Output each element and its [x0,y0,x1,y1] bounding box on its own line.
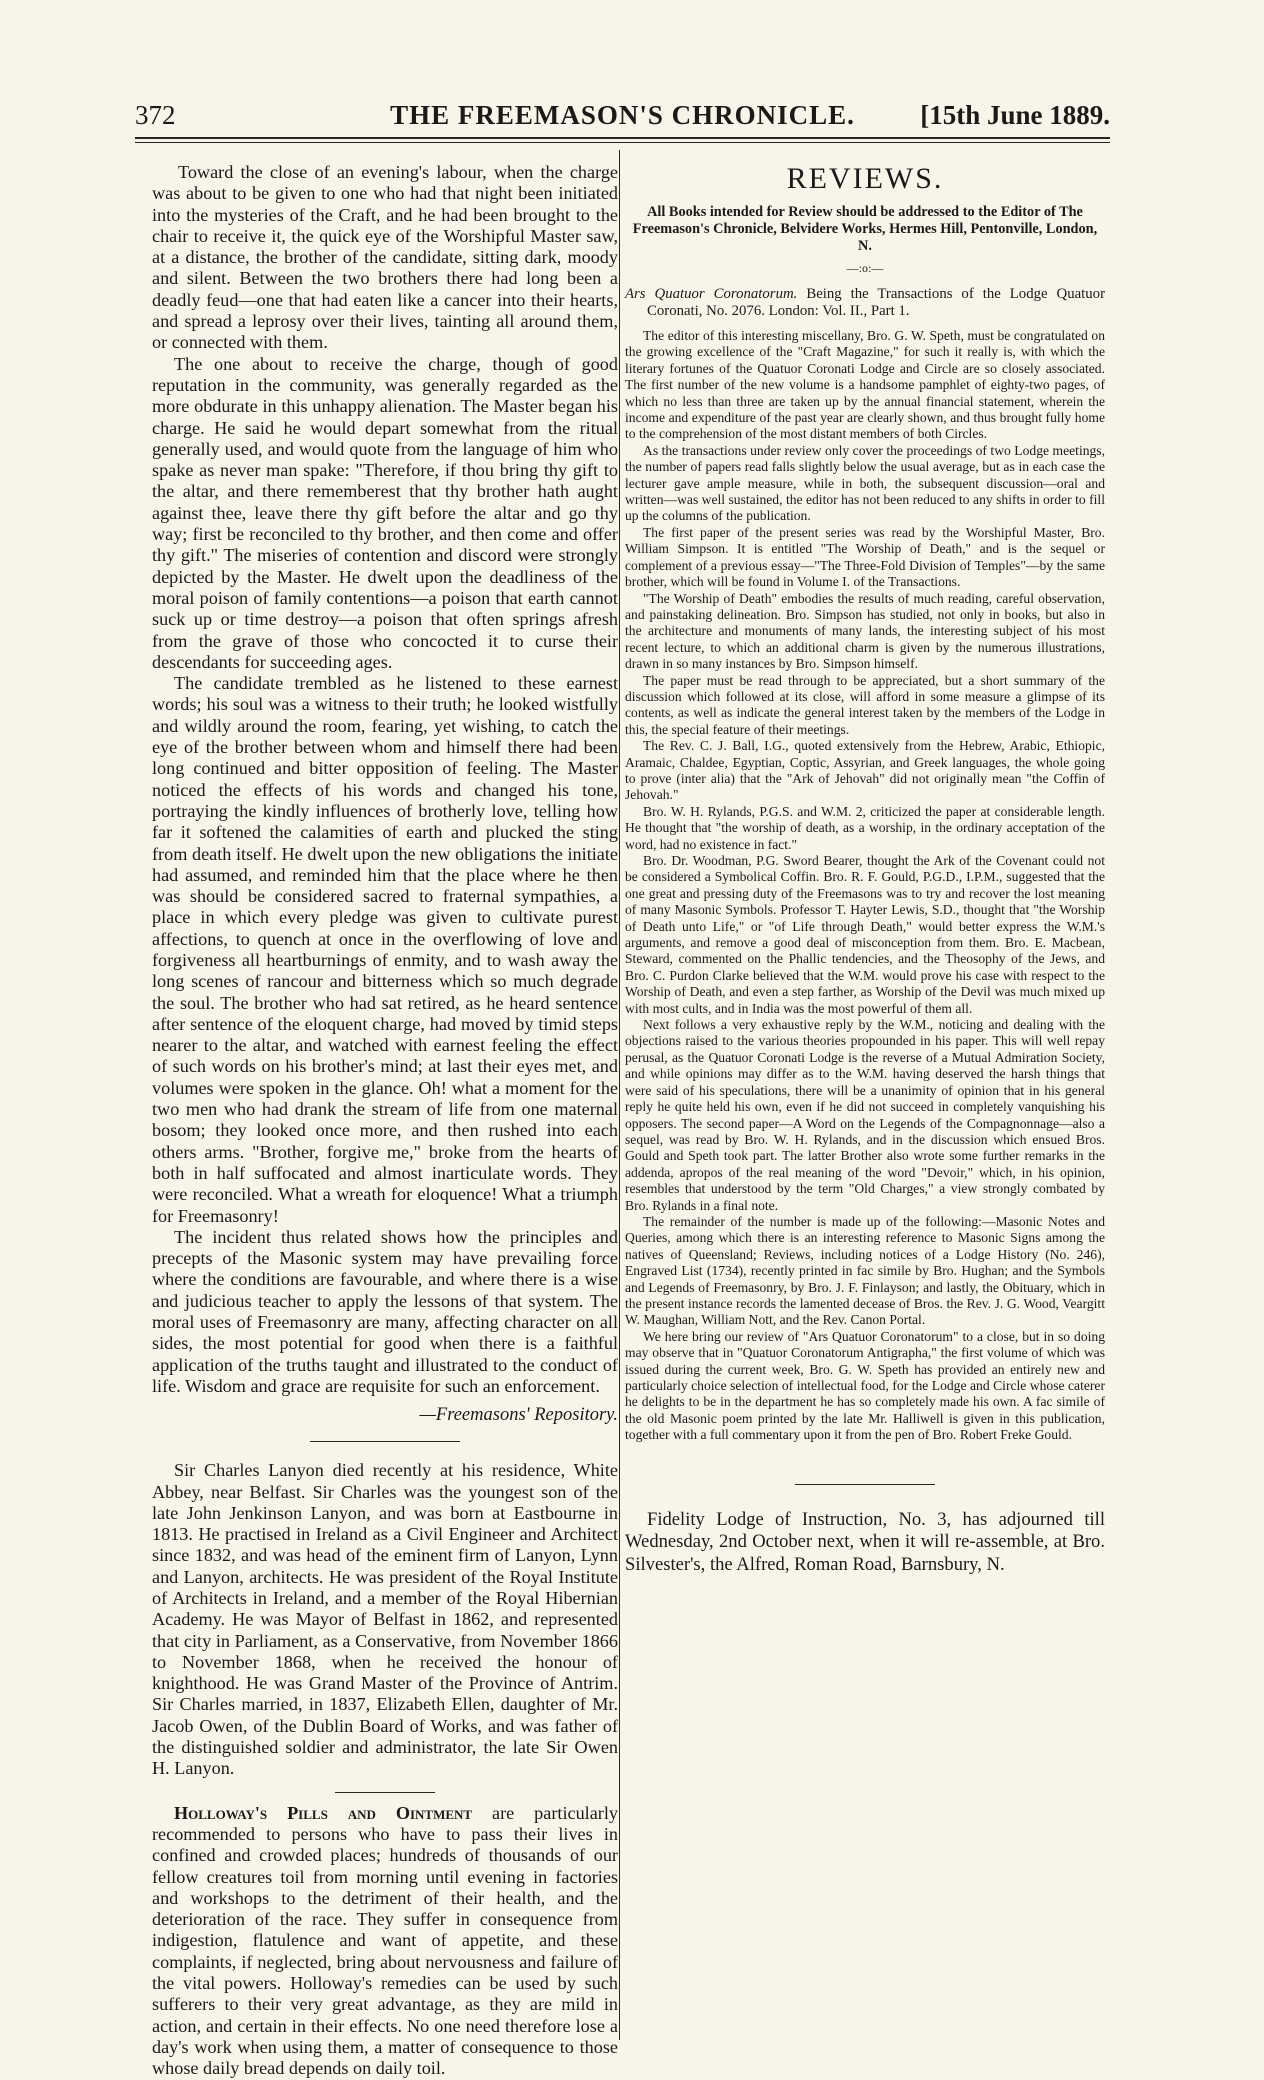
book-title: Ars Quatuor Coronatorum. [625,286,798,302]
review-paragraph: Bro. Dr. Woodman, P.G. Sword Bearer, thought the Ark of the Covenant could not be considered a Symbolical Coffin. Bro. R. F. Gould, P.G.D., I.P.M., suggested that the one great and pressing duty of the Freemasons was to try and recover the lost meaning of many Masonic Symbols. Professor T. Hayter Lewis, S.D., thought that "the Worship of Death unto Life," or "of Life through Death," would better express the W.M.'s arguments, and remove a good deal of misconception from them. Bro. E. Macbean, Steward, commented on the Phallic tendencies, and the Theosophy of the Jews, and Bro. C. Purdon Clarke believed that the W.M. would prove his case with respect to the Worship of Death, and even a step farther, as Worship of the Devil was much mixed up with most cults, and in India was the most powerful of them all. [625,853,1105,1016]
book-reference [625,286,1105,320]
review-paragraph: As the transactions under review only cover the proceedings of two Lodge meetings, the number of papers read falls slightly below the usual average, but as in each case the lecturer gave ample measure, while in both, the subsequent discussion—oral and written—was well sustained, the editor has not been reduced to any shifts in order to fill up the columns of the publication. [625,442,1105,524]
masthead: THE FREEMASON'S CHRONICLE. [390,100,855,130]
article-paragraph: Toward the close of an evening's labour, when the charge was about to be given to one who had that night been initiated into the mysteries of the Craft, and he had been brought to the chair to receive it, the quick eye of the Worshipful Master saw, at a distance, the brother of the candidate, sitting dark, moody and silent. Between the two brothers there had long been a deadly feud—one that had eaten like a cancer into their hearts, and spread a leprosy over their lives, tainting all around them, or connected with them. [152,162,618,353]
article-paragraph: The candidate trembled as he listened to these earnest words; his soul was a witness to their truth; he looked wistfully and wildly around the room, fearing, yet wishing, to catch the eye of the brother between whom and himself there had been long continued and bitter opposition of feeling. The Master noticed the effects of his words and changed his tone, portraying the kindly influences of brotherly love, telling how far it softened the calamities of earth and plucked the sting from death itself. He dwelt upon the new obligations the initiate had assumed, and reminded him that the place where he then was should be considered sacred to fraternal sympathies, a place in which every pledge was given to cultivate purest affections, to quench at once in the overflowing of love and forgiveness all heartburnings of enmity, and to wash away the long scenes of rancour and bitterness which so much degrade the soul. The brother who had sat retired, as he heard sentence after sentence of the eloquent charge, had moved by timid steps nearer to the altar, and watched with earnest feeling the effect of such words on his brother's mind; at last their eyes met, and volumes were spoken in the glance. Oh! what a moment for the two men who had drank the stream of life from one maternal bosom; they looked once more, and then rushed into each others arms. "Brother, forgive me," broke from the hearts of both in half suffocated and almost inarticulate words. They were reconciled. What a wreath for eloquence! What a triumph for Freemasonry! [152,673,618,1226]
review-paragraph: The Rev. C. J. Ball, I.G., quoted extensively from the Hebrew, Arabic, Ethiopic, Aramaic, Chaldee, Egyptian, Coptic, Assyrian, and Greek languages, the whole going to prove (inter alia) that the "Ark of Jehovah" did not originally mean "the Coffin of Jehovah." [625,738,1105,803]
review-paragraph: Bro. W. H. Rylands, P.G.S. and W.M. 2, criticized the paper at considerable length. He thought that "the worship of death, as a worship, in the ordinary acceptation of the word, had no existence in fact." [625,803,1105,852]
book-description: Being the Transactions of the Lodge Quatuor Coronati, No. 2076. London: Vol. II., Part 1. [647,286,1106,319]
review-paragraph: The first paper of the present series was read by the Worshipful Master, Bro. William Simpson. It is entitled "The Worship of Death," and is the sequel or complement of a previous essay—"The Three-Fold Division of Temples"—by the same brother, which will be found in Volume I. of the Transactions. [625,524,1105,590]
separator: —:o:— [846,261,884,275]
column-divider [619,150,620,2040]
issue-date: [15th June 1889. [920,100,1110,130]
section-rule [795,1484,935,1485]
left-column [152,162,618,2080]
advert-lead: Holloway's Pills and Ointment [174,1802,473,1823]
page-header [135,100,1110,134]
section-rule [310,1441,460,1442]
obituary-notice: Sir Charles Lanyon died recently at his residence, White Abbey, near Belfast. Sir Charles was the youngest son of the late John Jenkinson Lanyon, and was born at Eastbourne in 1813. He practised in Ireland as a Civil Engineer and Architect since 1832, and was head of the eminent firm of Lanyon, Lynn and Lanyon, architects. He was president of the Royal Institute of Architects in Ireland, and a member of the Royal Hibernian Academy. He was Mayor of Belfast in 1862, and represented that city in Parliament, as a Conservative, from November 1866 to November 1868, when he received the honour of knighthood. He was Grand Master of the Province of Antrim. Sir Charles married, in 1837, Elizabeth Ellen, daughter of Mr. Jacob Owen, of the Dublin Board of Works, and was father of the distinguished soldier and administrator, the late Sir Owen H. Lanyon. [152,1460,618,1779]
review-paragraph: We here bring our review of "Ars Quatuor Coronatorum" to a close, but in so doing may observe that in "Quatuor Coronatorum Antigrapha," the first volume of which was issued during the current week, Bro. G. W. Speth has provided an entirely new and particularly choice selection of intellectual food, for the Lodge and Circle whose caterer he delights to be in the department he has so completely made his own. A fac simile of the old Masonic poem printed by the late Mr. Halliwell is given in this publication, together with a full commentary upon it from the pen of Bro. Robert Freke Gould. [625,1328,1105,1443]
lodge-notice: Fidelity Lodge of Instruction, No. 3, has adjourned till Wednesday, 2nd October next, when it will re-assemble, at Bro. Silvester's, the Alfred, Roman Road, Barnsbury, N. [625,1508,1105,1575]
header-rule [135,137,1110,139]
review-paragraph: The remainder of the number is made up of the following:—Masonic Notes and Queries, among which there is an interesting reference to Masonic Signs among the natives of Queensland; Reviews, including notices of a Lodge History (No. 246), Engraved List (1734), recently printed in fac simile by Bro. Hughan; and the Symbols and Legends of Freemasonry, by Bro. J. F. Finlayson; and lastly, the Obituary, which in the present instance records the lamented decease of Bros. the Rev. J. G. Wood, Veargitt W. Maughan, William Nott, and the Rev. Canon Portal. [625,1213,1105,1328]
review-paragraph: Next follows a very exhaustive reply by the W.M., noticing and dealing with the objections raised to the various theories propounded in his paper. This will well repay perusal, as the Quatuor Coronati Lodge is the reverse of a Mutual Admiration Society, and while opinions may differ as to the W.M. having deserved the harsh things that were said of his speculations, there will be a unanimity of opinion that in his general reply he quite held his own, even if he did not succeed in completely vanquishing his opposers. The second paper—A Word on the Legends of the Compagnonnage—also a sequel, was read by Bro. W. H. Rylands, and in the discussion which ensued Bros. Gould and Speth took part. The latter Brother also wrote some further remarks in the addenda, apropos of the real meaning of the word "Devoir," which, in his opinion, resembles that understood by the term "Old Charges," a view strongly combated by Bro. Rylands in a final note. [625,1017,1105,1213]
attribution: —Freemasons' Repository. [419,1405,618,1426]
section-rule [335,1792,435,1793]
advert-text: are particularly recommended to persons who have to pass their lives in confined and crowded places; hundreds of thousands of our fellow creatures toil from morning until evening in factories and workshops to the detriment of their health, and the deterioration of the race. They suffer in consequence from indigestion, flatulence and want of appetite, and these complaints, if neglected, bring about nervousness and failure of the vital powers. Holloway's remedies can be used by such sufferers to their very great advantage, as they are mild in action, and certain in their effects. No one need therefore lose a day's work when using them, a matter of consequence to those whose daily bread depends on daily toil. [152,1802,618,2079]
section-title: REVIEWS. [786,162,944,195]
article-paragraph: The one about to receive the charge, though of good reputation in the community, was generally regarded as the more obdurate in this unhappy alienation. The Master began his charge. He said he would depart somewhat from the ritual generally used, and would quote from the language of him who spake as never man spake: "Therefore, if thou bring thy gift to the altar, and there rememberest that thy brother hath aught against thee, leave there thy gift before the altar and go thy way; first be reconciled to thy brother, and then come and offer thy gift." The miseries of contention and discord were strongly depicted by the Master. He dwelt upon the deadliness of the moral poison of family contentions—a poison that earth cannot suck up or time destroy—a poison that often springs afresh from the grave of those who concocted it to curse their descendants for succeeding ages. [152,353,618,672]
page-number: 372 [135,100,176,130]
header-rule-thin [135,142,1110,143]
right-column [625,162,1105,1576]
review-paragraph: "The Worship of Death" embodies the results of much reading, careful observation, and painstaking delineation. Bro. Simpson has studied, not only in books, but also in the architecture and monuments of many lands, the interesting subject of his most recent lecture, to which an additional charm is given by the numerous illustrations, drawn in so many instances by Bro. Simpson himself. [625,590,1105,672]
review-paragraph: The paper must be read through to be appreciated, but a short summary of the discussion which followed at its close, will afford in some measure a glimpse of its contents, as well as indicate the general interest taken by the members of the Lodge in this, the special feature of their meetings. [625,672,1105,737]
review-paragraph: The editor of this interesting miscellany, Bro. G. W. Speth, must be congratulated on the growing excellence of the "Craft Magazine," for such it really is, with which the literary fortunes of the Quatuor Coronati Lodge and Circle are so closely associated. The first number of the new volume is a handsome pamphlet of eighty-two pages, of which no less than three are taken up by the annual financial statement, wherein the income and expenditure of the past year are clearly shown, and thus brought fully home to the comprehension of the most distant members of both Circles. [625,328,1105,442]
advertisement [152,1803,618,2080]
review-notice: All Books intended for Review should be addressed to the Editor of The Freemason's Chronicle, Belvidere Works, Hermes Hill, Pentonville, London, N. [632,204,1098,254]
article-paragraph: The incident thus related shows how the principles and precepts of the Masonic system may have prevailing force where the conditions are favourable, and where there is a wise and judicious teacher to apply the lessons of that system. The moral uses of Freemasonry are many, affecting character on all sides, the most potential for good when there is a faithful application of the truths taught and illustrated to the conduct of life. Wisdom and grace are requisite for such an enforcement. [152,1226,618,1396]
